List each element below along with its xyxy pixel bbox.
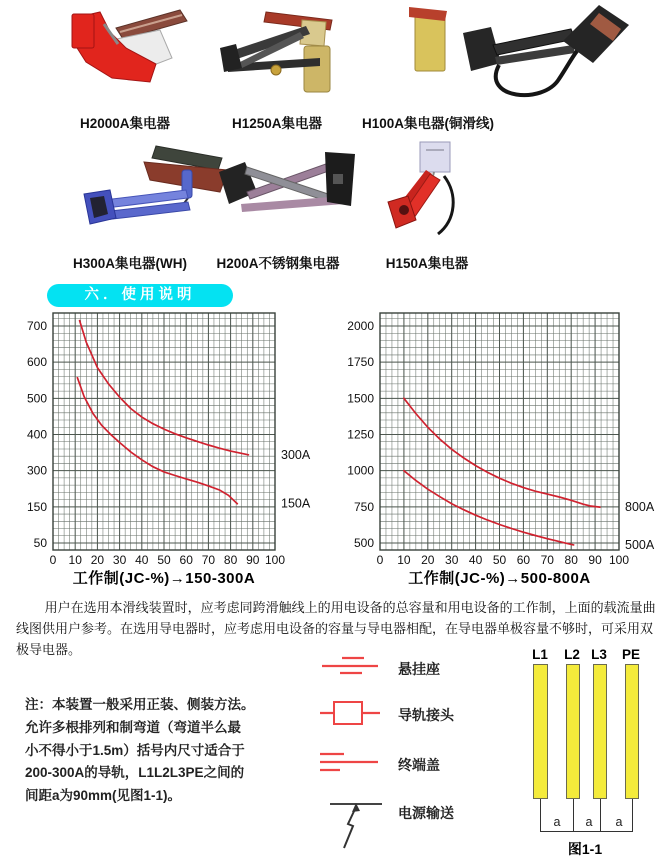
svg-text:1750: 1750 [347,355,374,370]
svg-text:150A: 150A [281,496,311,511]
dimension-line [573,799,574,832]
note-line: 200-300A的导轨，L1L2L3PE之间的 [25,765,245,781]
svg-text:150: 150 [26,499,47,514]
duty-cycle-chart-150-300 [8,303,333,595]
svg-text:70: 70 [201,553,216,567]
dimension-line [540,799,541,832]
suspension-seat-symbol-icon [318,654,382,678]
installation-note [25,694,265,808]
svg-text:100: 100 [264,553,286,567]
svg-text:600: 600 [26,355,47,370]
figure-caption: 图1-1 [567,841,603,856]
svg-text:400: 400 [26,427,47,442]
product-h2000a [50,4,200,132]
pole-label-l2: L2 [564,647,580,662]
intro-paragraph: 用户在选用本滑线装置时，应考虑同跨滑触线上的用电设备的总容量和用电设备的工作制，上面的载流量曲线图供用户参考。在选用导电器时，应考虑用电设备的容量与导电器相配，在导电器单极容量不够时，可采用双极导电器。 [16,600,656,657]
svg-text:10: 10 [68,553,82,567]
spacing-dim-a: a [615,815,623,829]
product-label: H2000A集电器 [79,116,171,131]
svg-text:500: 500 [26,391,47,406]
product-h1250a [202,4,352,132]
product-label: H150A集电器 [385,256,469,271]
svg-text:800A: 800A [625,500,655,515]
svg-text:30: 30 [112,553,127,567]
svg-text:100: 100 [608,553,630,567]
note-line: 间距a为90mm(见图1-1)。 [25,788,182,804]
product-label: H200A不锈钢集电器 [216,256,340,271]
dimension-line [632,799,633,832]
svg-text:300A: 300A [281,447,311,462]
product-photo-h150a [382,140,482,242]
svg-text:60: 60 [516,553,531,567]
svg-text:500: 500 [353,536,374,550]
svg-text:工作制(JC-%)→500-800A: 工作制(JC-%)→500-800A [408,570,591,587]
pole-label-pe: PE [621,647,640,662]
svg-text:300: 300 [26,463,47,478]
rail-joint-symbol-icon [318,700,382,726]
svg-text:30: 30 [445,553,459,567]
note-line: 允许多根排列和制弯道（弯道半么最 [25,719,241,735]
svg-text:1000: 1000 [347,463,374,478]
conductor-bar-l1 [533,664,548,799]
svg-text:80: 80 [564,553,578,567]
product-photo-h100a [363,3,653,107]
svg-text:700: 700 [26,319,47,333]
svg-text:1500: 1500 [347,391,374,406]
product-h100a [333,1,653,132]
spacing-dim-a: a [585,815,593,829]
end-cap-symbol-icon [318,750,382,776]
svg-text:20: 20 [90,553,105,567]
svg-text:0: 0 [376,553,384,567]
product-h200a [203,140,353,271]
svg-text:70: 70 [540,553,554,567]
svg-text:50: 50 [157,553,171,567]
svg-text:40: 40 [468,553,483,567]
svg-text:80: 80 [223,553,238,567]
product-photo-h200a [213,148,363,233]
conductor-bar-pe [625,664,639,799]
product-label: H100A集电器(铜滑线) [361,116,494,131]
legend-label-end-cap: 终端盖 [398,757,440,773]
svg-text:60: 60 [179,553,193,567]
product-h150a [352,138,502,271]
svg-text:20: 20 [421,553,435,567]
conductor-bar-l2 [566,664,580,799]
svg-text:90: 90 [246,553,260,567]
legend-label-rail-joint: 导轨接头 [398,707,454,723]
duty-cycle-chart-500-800 [336,303,670,595]
spacing-dim-a: a [553,815,561,829]
pole-label-l1: L1 [532,647,548,662]
svg-text:50: 50 [33,536,47,550]
svg-text:40: 40 [135,553,149,567]
svg-text:500A: 500A [625,537,655,552]
svg-text:1250: 1250 [347,427,374,442]
svg-text:10: 10 [397,553,411,567]
dimension-baseline [540,831,633,832]
svg-text:工作制(JC-%)→150-300A: 工作制(JC-%)→150-300A [72,570,256,587]
legend-label-suspension-seat: 悬挂座 [398,661,440,677]
product-photo-h2000a [60,6,190,109]
conductor-bar-l3 [593,664,607,799]
pole-label-l3: L3 [591,647,607,662]
legend-label-power-feed: 电源输送 [398,805,454,821]
power-feed-symbol-icon [322,798,386,854]
svg-text:750: 750 [353,499,374,514]
product-photo-h1250a [214,6,349,106]
svg-text:90: 90 [588,553,602,567]
svg-text:2000: 2000 [347,319,374,333]
figure-1-1 [523,646,663,856]
product-label: H1250A集电器 [231,116,323,131]
product-label: H300A集电器(WH) [72,256,187,271]
note-line: 注：本装置一般采用正装、侧装方法。 [25,697,255,712]
note-line: 小不得小于1.5m）括号内尺寸适合于 [25,742,245,758]
svg-text:50: 50 [492,553,507,567]
section-header: 六．使用说明 [47,284,233,307]
svg-text:0: 0 [49,553,57,567]
